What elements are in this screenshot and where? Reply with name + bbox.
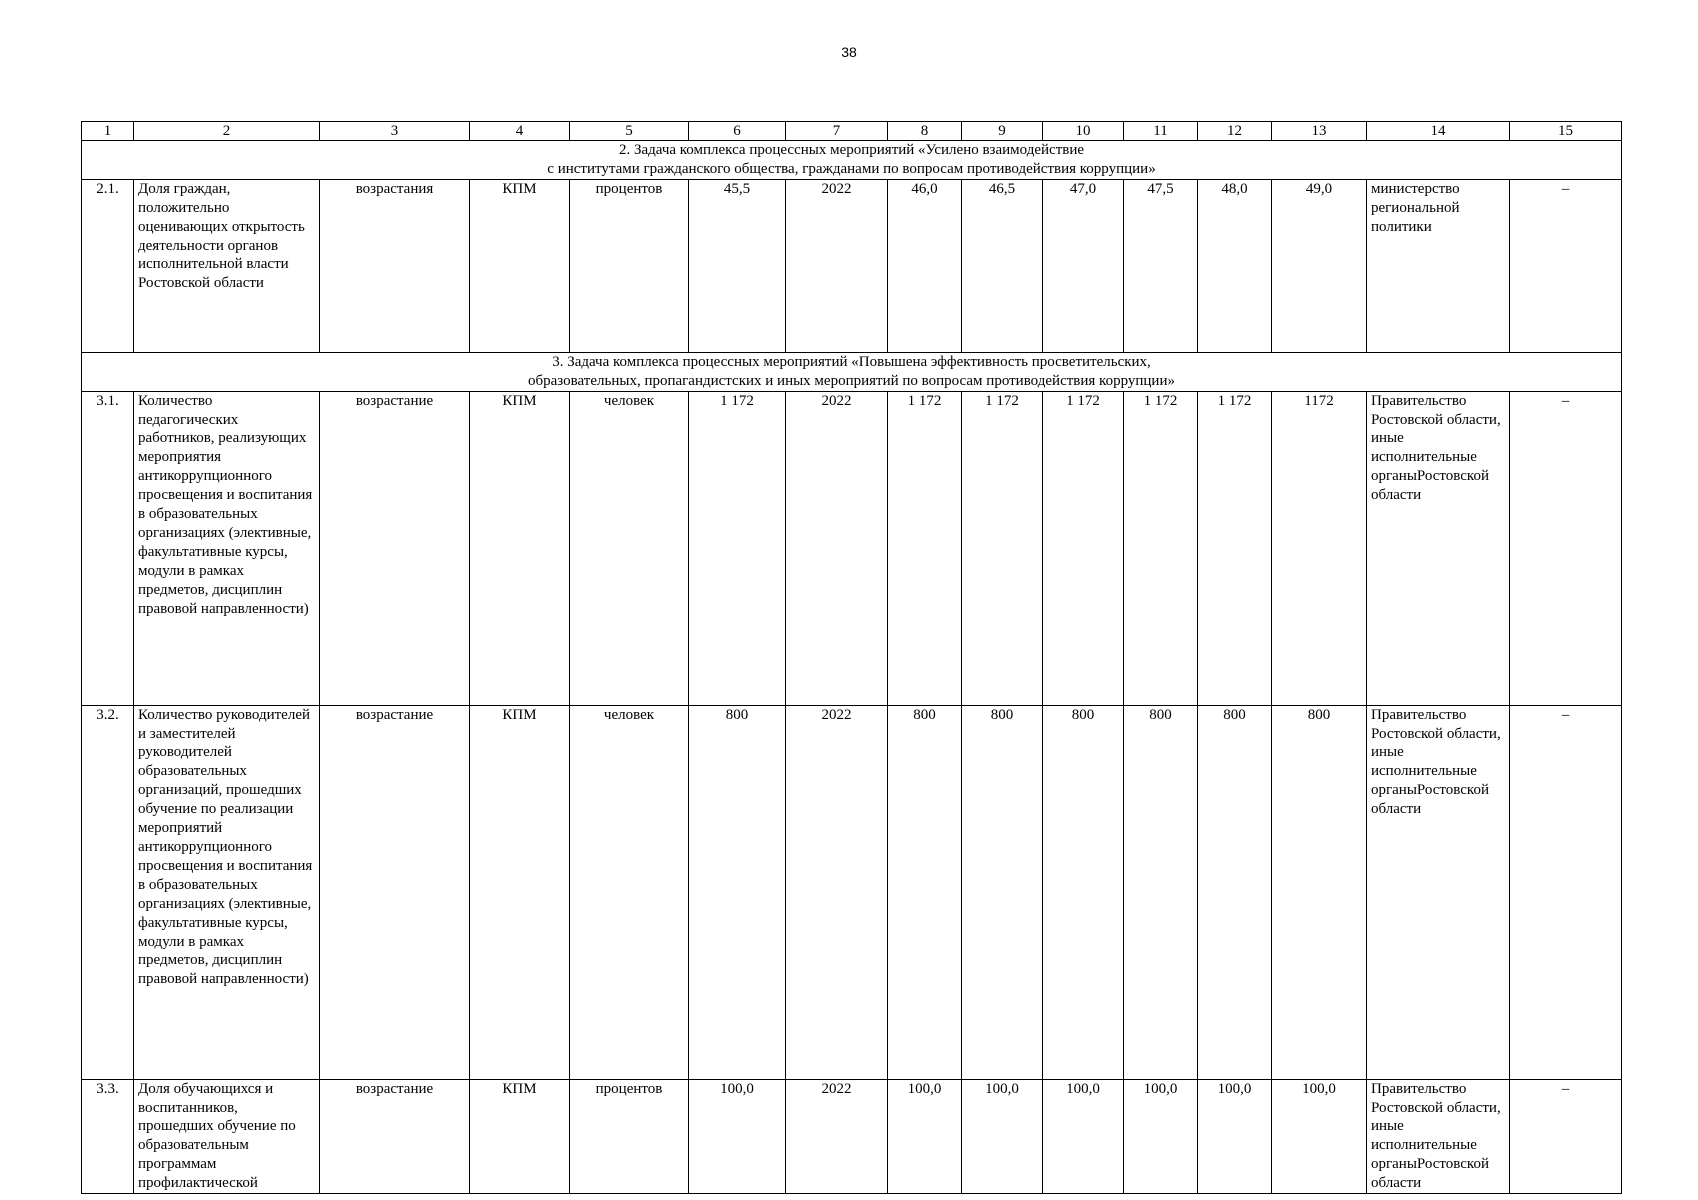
column-number: 3: [320, 122, 470, 141]
column-number: 6: [689, 122, 786, 141]
indicator-name: Количество руководителей и заместителей руководителей образовательных организаций, прошедших обучение по реализации мероприятий антикоррупционного просвещения и воспитания в образовательных организациях (элективные, факультативные курсы, модули в рамках предметов, дисциплин правовой направленности): [134, 705, 320, 1079]
value-col-8: 1 172: [888, 391, 962, 705]
note: –: [1510, 1079, 1622, 1193]
value-col-9: 100,0: [962, 1079, 1043, 1193]
column-number: 2: [134, 122, 320, 141]
value-col-12: 1 172: [1198, 391, 1272, 705]
table-row: [82, 179, 1622, 352]
column-number: 4: [470, 122, 570, 141]
note: –: [1510, 391, 1622, 705]
indicator-name: Доля граждан, положительно оценивающих открытость деятельности органов исполнительной власти Ростовской области: [134, 179, 320, 352]
responsible-body: Правительство Ростовской области, иные исполнительные органыРостовской области: [1367, 391, 1510, 705]
column-number: 5: [570, 122, 689, 141]
section-2-header: [82, 141, 1622, 180]
note: –: [1510, 705, 1622, 1079]
responsible-body: Правительство Ростовской области, иные исполнительные органыРостовской области: [1367, 1079, 1510, 1193]
page-number: 38: [841, 44, 857, 60]
indicator-level: КПМ: [470, 391, 570, 705]
column-number: 10: [1043, 122, 1124, 141]
value-col-11: 47,5: [1124, 179, 1198, 352]
value-col-11: 800: [1124, 705, 1198, 1079]
indicator-direction: возрастание: [320, 391, 470, 705]
indicators-table: [81, 121, 1622, 1194]
value-col-10: 1 172: [1043, 391, 1124, 705]
section-3-line-2: образовательных, пропагандистских и иных мероприятий по вопросам противодействия коррупции»: [528, 372, 1175, 389]
indicator-name: Количество педагогических работников, реализующих мероприятия антикоррупционного просвещения и воспитания в образовательных организациях (элективные, факультативные курсы, модули в рамках предметов, дисциплин правовой направленности): [134, 391, 320, 705]
indicator-direction: возрастание: [320, 1079, 470, 1193]
section-2-line-2: с институтами гражданского общества, гражданами по вопросам противодействия коррупции»: [547, 160, 1156, 177]
column-number-row: [82, 122, 1622, 141]
value-col-10: 47,0: [1043, 179, 1124, 352]
section-2-line-1: 2. Задача комплекса процессных мероприятий «Усилено взаимодействие: [618, 142, 1085, 158]
column-number: 15: [1510, 122, 1622, 141]
indicator-direction: возрастания: [320, 179, 470, 352]
value-col-13: 800: [1272, 705, 1367, 1079]
column-number: 7: [786, 122, 888, 141]
column-number: 14: [1367, 122, 1510, 141]
table-row: [82, 705, 1622, 1079]
value-col-8: 100,0: [888, 1079, 962, 1193]
value-col-9: 46,5: [962, 179, 1043, 352]
row-number: 3.2.: [82, 705, 134, 1079]
indicator-direction: возрастание: [320, 705, 470, 1079]
table-row: [82, 1079, 1622, 1193]
value-col-10: 800: [1043, 705, 1124, 1079]
responsible-body: Правительство Ростовской области, иные исполнительные органыРостовской области: [1367, 705, 1510, 1079]
base-year: 2022: [786, 179, 888, 352]
value-col-12: 100,0: [1198, 1079, 1272, 1193]
column-number: 1: [82, 122, 134, 141]
column-number: 8: [888, 122, 962, 141]
value-col-13: 1172: [1272, 391, 1367, 705]
column-number: 13: [1272, 122, 1367, 141]
base-value: 800: [689, 705, 786, 1079]
row-number: 3.1.: [82, 391, 134, 705]
row-number: 2.1.: [82, 179, 134, 352]
base-year: 2022: [786, 705, 888, 1079]
value-col-8: 46,0: [888, 179, 962, 352]
note: –: [1510, 179, 1622, 352]
unit-of-measure: процентов: [570, 179, 689, 352]
section-3-header: [82, 352, 1622, 391]
value-col-9: 1 172: [962, 391, 1043, 705]
unit-of-measure: человек: [570, 705, 689, 1079]
base-year: 2022: [786, 391, 888, 705]
indicator-level: КПМ: [470, 179, 570, 352]
value-col-11: 100,0: [1124, 1079, 1198, 1193]
base-year: 2022: [786, 1079, 888, 1193]
value-col-11: 1 172: [1124, 391, 1198, 705]
indicator-name: Доля обучающихся и воспитанников, прошедших обучение по образовательным программам профилактической: [134, 1079, 320, 1193]
base-value: 100,0: [689, 1079, 786, 1193]
value-col-12: 48,0: [1198, 179, 1272, 352]
column-number: 12: [1198, 122, 1272, 141]
value-col-10: 100,0: [1043, 1079, 1124, 1193]
indicator-level: КПМ: [470, 1079, 570, 1193]
column-number: 11: [1124, 122, 1198, 141]
row-number: 3.3.: [82, 1079, 134, 1193]
value-col-9: 800: [962, 705, 1043, 1079]
base-value: 45,5: [689, 179, 786, 352]
unit-of-measure: человек: [570, 391, 689, 705]
base-value: 1 172: [689, 391, 786, 705]
value-col-13: 49,0: [1272, 179, 1367, 352]
unit-of-measure: процентов: [570, 1079, 689, 1193]
column-number: 9: [962, 122, 1043, 141]
section-3-line-1: 3. Задача комплекса процессных мероприятий «Повышена эффективность просветительских,: [552, 353, 1151, 370]
value-col-12: 800: [1198, 705, 1272, 1079]
value-col-8: 800: [888, 705, 962, 1079]
responsible-body: министерство региональной политики: [1367, 179, 1510, 352]
table-row: [82, 391, 1622, 705]
value-col-13: 100,0: [1272, 1079, 1367, 1193]
indicator-level: КПМ: [470, 705, 570, 1079]
